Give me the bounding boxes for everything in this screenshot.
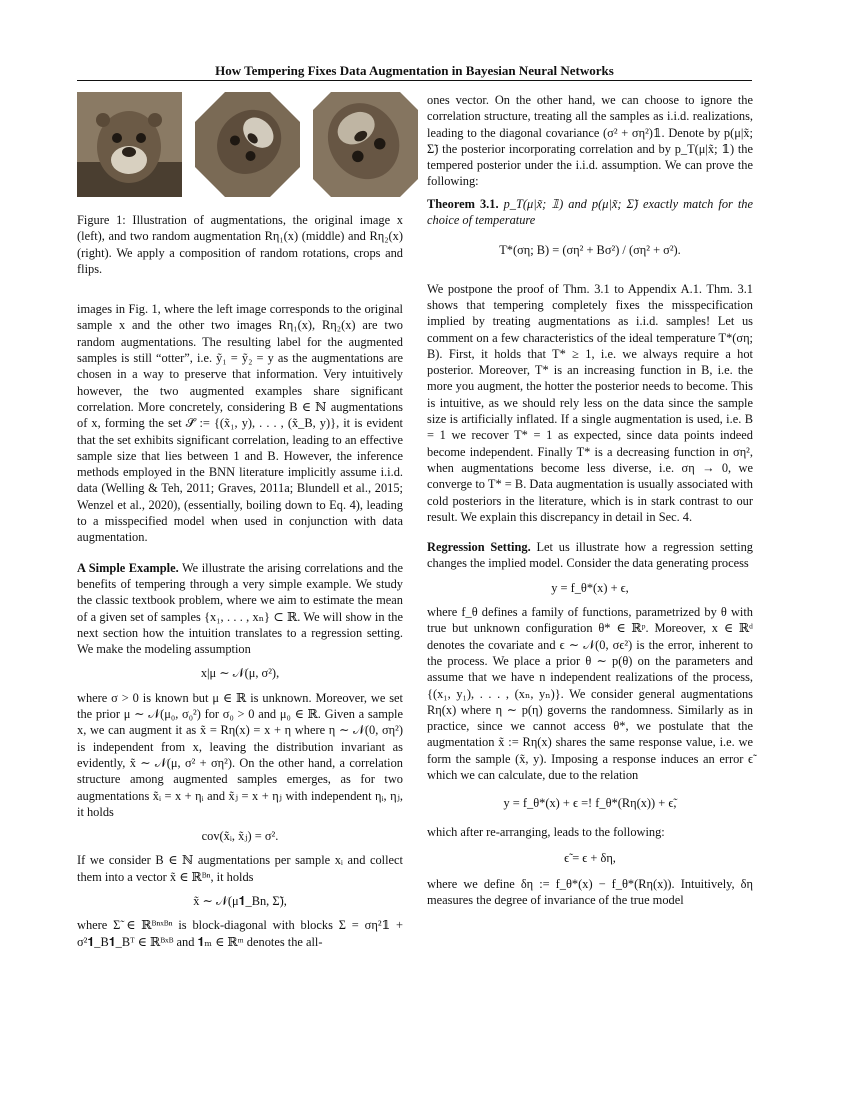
equation: T*(ση; B) = (ση² + Bσ²) / (ση² + σ²).: [499, 243, 681, 258]
left-column: [77, 92, 403, 950]
equation: y = f_θ*(x) + ϵ =! f_θ*(Rη(x)) + ϵ̃,: [503, 796, 677, 811]
paragraph: ones vector. On the other hand, we can choose to ignore the correlation structure, treating all the samples as i.i.d. realizations, leading to the diagonal covariance (σ² + ση²)𝟙. Denote by p(μ|x̃; Σ̃) the posterior incorporating correlation and by p_T(μ|x̃; 𝟙) the tempered posterior under the i.i.d. assumption. We can prove the following:: [427, 93, 753, 189]
equation: cov(x̃ᵢ, x̃ⱼ) = σ².: [201, 829, 279, 844]
equation: y = f_θ*(x) + ϵ,: [551, 580, 629, 595]
theorem-heading: Theorem 3.1.: [427, 196, 499, 211]
otter-augmented-2-image: [313, 92, 418, 197]
section-heading: A Simple Example.: [77, 560, 179, 575]
paragraph: which after re-arranging, leads to the following:: [427, 824, 665, 839]
simple-example-paragraph: [77, 560, 403, 658]
otter-augmented-1-image: [195, 92, 300, 197]
equation: x|μ ∼ 𝒩(μ, σ²),: [200, 666, 280, 681]
theorem: [427, 196, 753, 229]
equation: ϵ̃ = ϵ + δη,: [564, 850, 616, 865]
equation: x̃ ∼ 𝒩(μ𝟏_Bn, Σ̃),: [193, 893, 287, 908]
paragraph: images in Fig. 1, where the left image corresponds to the original sample x and the other two images Rη₁(x), Rη₂(x) are two random augmentations. The resulting label for the augmented samples is still “otter”, i.e. ỹ₁ = ỹ₂ = y as the augmentations are chosen in a way to preserve that information. Very intuitively however, the two augmented examples share significant correlation. More concretely, considering B ∈ ℕ augmentations of x, forming the set 𝒮̃ := {(x̃₁, y), . . . , (x̃_B, y)}, it is evident that the set exhibits significant correlation, leading to an effective sample size that lies between 1 and B. However, the inference methods employed in the BNN literature implicitly assume i.i.d. data (Welling & Teh, 2011; Graves, 2011a; Blundell et al., 2015; Wenzel et al., 2020), (essentially, boiling down to Eq. 4), leading to a misspecified model when used in conjunction with data augmentation.: [77, 302, 403, 545]
paragraph-text: Let us illustrate how a regression setting changes the implied model. Consider the data generating process: [427, 540, 753, 571]
header-rule: [77, 80, 752, 81]
paragraph: where we define δη := f_θ*(x) − f_θ*(Rη(x)). Intuitively, δη measures the degree of invariance of the true model: [427, 877, 753, 908]
regression-paragraph: [427, 539, 753, 572]
paragraph: where σ > 0 is known but μ ∈ ℝ is unknown. Moreover, we set the prior μ ∼ 𝒩(μ₀, σ₀²) for σ₀ > 0 and μ₀ ∈ ℝ. Given a sample x, we can augment it as x̃ = Rη(x) = x + η where η ∼ 𝒩(0, ση²) is independent from x, leaving the distribution invariant as evidently, x̃ ∼ 𝒩(μ, σ² + ση²). On the other hand, a correlation structure among augmented samples emerges, as for two augmentations x̃ᵢ = x + ηᵢ and x̃ⱼ = x + ηⱼ with independent ηᵢ, ηⱼ, it holds: [77, 690, 403, 819]
paragraph: where f_θ defines a family of functions, parametrized by θ with true but unknown configuration θ* ∈ ℝᵖ. Moreover, x ∈ ℝᵈ denotes the covariate and ϵ ∼ 𝒩(0, σϵ²) is the error, inherent to the process. We place a prior θ ∼ p(θ) on the parameters and assume that we have n independent realizations of the process, {(x₁, y₁), . . . , (xₙ, yₙ)}. We consider general augmentations Rη(x) where η ∼ p(η) governs the randomness. Similarly as in practice, since we cannot access θ*, we postulate that the augmentation x̃ := Rη(x) shares the same response value, i.e. we form the sample (x̃, y). Imposing a response induces an error ϵ̃ which we can calculate, due to the relation: [427, 605, 753, 782]
running-header: How Tempering Fixes Data Augmentation in Bayesian Neural Networks: [215, 63, 614, 78]
figure-caption: Figure 1: Illustration of augmentations, the original image x (left), and two random augmentation Rη₁(x) (middle) and Rη₂(x) (right). We apply a composition of random rotations, crops and flips.: [77, 213, 403, 276]
figure-1: [77, 92, 403, 202]
paragraph: where Σ̃ ∈ ℝᴮⁿˣᴮⁿ is block-diagonal with blocks Σ = ση²𝟙 + σ²𝟏_B𝟏_Bᵀ ∈ ℝᴮˣᴮ and 𝟏ₘ ∈ ℝᵐ denotes the all-: [77, 918, 403, 949]
paragraph: We postpone the proof of Thm. 3.1 to Appendix A.1. Thm. 3.1 shows that tempering completely fixes the misspecification implied by treating augmentations as i.i.d. samples! Let us comment on a few characteristics of the ideal temperature T*(ση; B). First, it holds that T* ≥ 1, i.e. we always require a hot posterior. Moreover, T* is an increasing function in B, i.e. the more you augment, the hotter the posterior needs to become. This is intuitive, as we should rely less on the data since the sample size is artificially inflated. If a single augmentation is used, i.e. B = 1 we recover T* = 1 as expected, since data points indeed become independent. Finally T* is a decreasing function in ση², when augmentations become less diverse, i.e. ση → 0, we converge to T* = B. Data augmentation is usually associated with cold posteriors in the literature, which is in stark contrast to our result. We explain this discrepancy in detail in Sec. 4.: [427, 281, 753, 524]
paragraph: If we consider B ∈ ℕ augmentations per sample xᵢ and collect them into a vector x̃ ∈ ℝᴮⁿ, it holds: [77, 853, 403, 884]
theorem-text: p_T(μ|x̃; 𝟙) and p(μ|x̃; Σ̃) exactly match for the choice of temperature: [427, 196, 753, 228]
paragraph-text: We illustrate the arising correlations and the benefits of tempering through a very simple example. We study the classic textbook problem, where we aim to estimate the mean of a given set of samples {x₁, . . . , xₙ} ⊂ ℝ. We will show in the next section how the intuition translates to a regression setting. We make the modeling assumption: [77, 560, 403, 657]
otter-original-image: [77, 92, 182, 197]
section-heading: Regression Setting.: [427, 540, 531, 555]
right-column: [427, 92, 753, 909]
